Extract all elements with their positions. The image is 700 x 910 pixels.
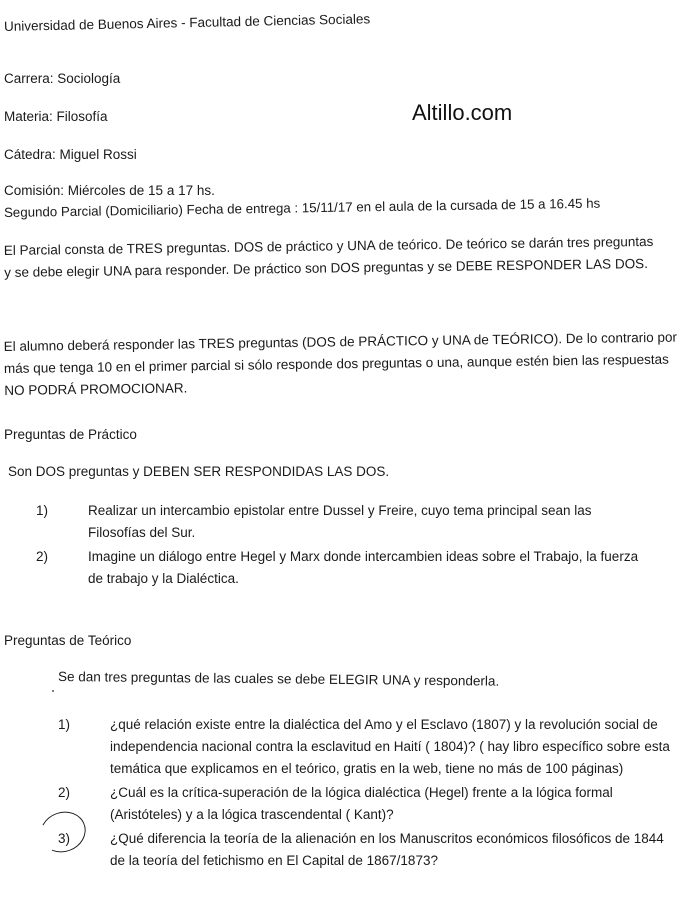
question-text: ¿Cuál es la crítica-superación de la lógica dialéctica (Hegel) frente a la lógica formal (Aristóteles) y a la lógica trascendental ( Kant)? [110, 785, 613, 822]
teorico-heading: Preguntas de Teórico [4, 633, 132, 648]
parcial-line: Segundo Parcial (Domiciliario) Fecha de entrega : 15/11/17 en el aula de la cursada de 15 a 16.45 hs [3, 195, 601, 220]
materia-line: Materia: Filosofía [4, 109, 108, 124]
question-number: 2) [58, 785, 71, 800]
scan-speck [52, 690, 54, 692]
instructions-paragraph-1: El Parcial consta de TRES preguntas. DOS de práctico y UNA de teórico. De teórico se darán tres preguntas y se debe elegir UNA para responder. De práctico son DOS preguntas y se DEBE RESPONDER LAS DOS. [3, 233, 654, 280]
catedra-line: Cátedra: Miguel Rossi [4, 147, 137, 162]
question-number: 1) [36, 503, 49, 518]
question-text: ¿qué relación existe entre la dialéctica del Amo y el Esclavo (1807) y la revolución social de independencia nacional contra la esclavitud en Haití ( 1804)? ( hay libro específico sobre esta temática que explicamos en el teórico, gratis en la web, tiene no más de 100 páginas) [110, 717, 670, 776]
teorico-question-list [58, 714, 680, 874]
question-number: 2) [36, 549, 49, 564]
altillo-watermark: Altillo.com [412, 100, 513, 125]
question-number: 1) [58, 717, 71, 732]
university-header: Universidad de Buenos Aires - Facultad de Ciencias Sociales [3, 11, 371, 34]
comision-line: Comisión: Miércoles de 15 a 17 hs. [4, 183, 215, 198]
practico-question [36, 500, 646, 544]
question-number: 3) [58, 831, 71, 846]
instructions-paragraph-2: El alumno deberá responder las TRES preguntas (DOS de PRÁCTICO y UNA de TEÓRICO). De lo contrario por más que tenga 10 en el primer parcial si sólo responde dos preguntas o una, aunque estén bien las respuestas NO PODRÁ PROMOCIONAR. [3, 329, 678, 398]
carrera-line: Carrera: Sociología [4, 71, 121, 86]
question-text: Realizar un intercambio epistolar entre Dussel y Freire, cuyo tema principal sean las Filosofías del Sur. [88, 503, 592, 540]
practico-intro: Son DOS preguntas y DEBEN SER RESPONDIDAS LAS DOS. [8, 464, 390, 479]
practico-question [36, 546, 646, 590]
question-text: ¿Qué diferencia la teoría de la alienación en los Manuscritos económicos filosóficos de 1844 de la teoría del fetichismo en El Capital de 1867/1873? [110, 831, 664, 868]
practico-heading: Preguntas de Práctico [4, 427, 137, 442]
teorico-question [58, 782, 680, 826]
teorico-intro: Se dan tres preguntas de las cuales se debe ELEGIR UNA y responderla. [57, 669, 500, 689]
teorico-question [58, 714, 680, 780]
teorico-question [58, 828, 680, 872]
practico-question-list [36, 500, 646, 592]
question-text: Imagine un diálogo entre Hegel y Marx donde intercambien ideas sobre el Trabajo, la fuerza de trabajo y la Dialéctica. [88, 549, 639, 586]
